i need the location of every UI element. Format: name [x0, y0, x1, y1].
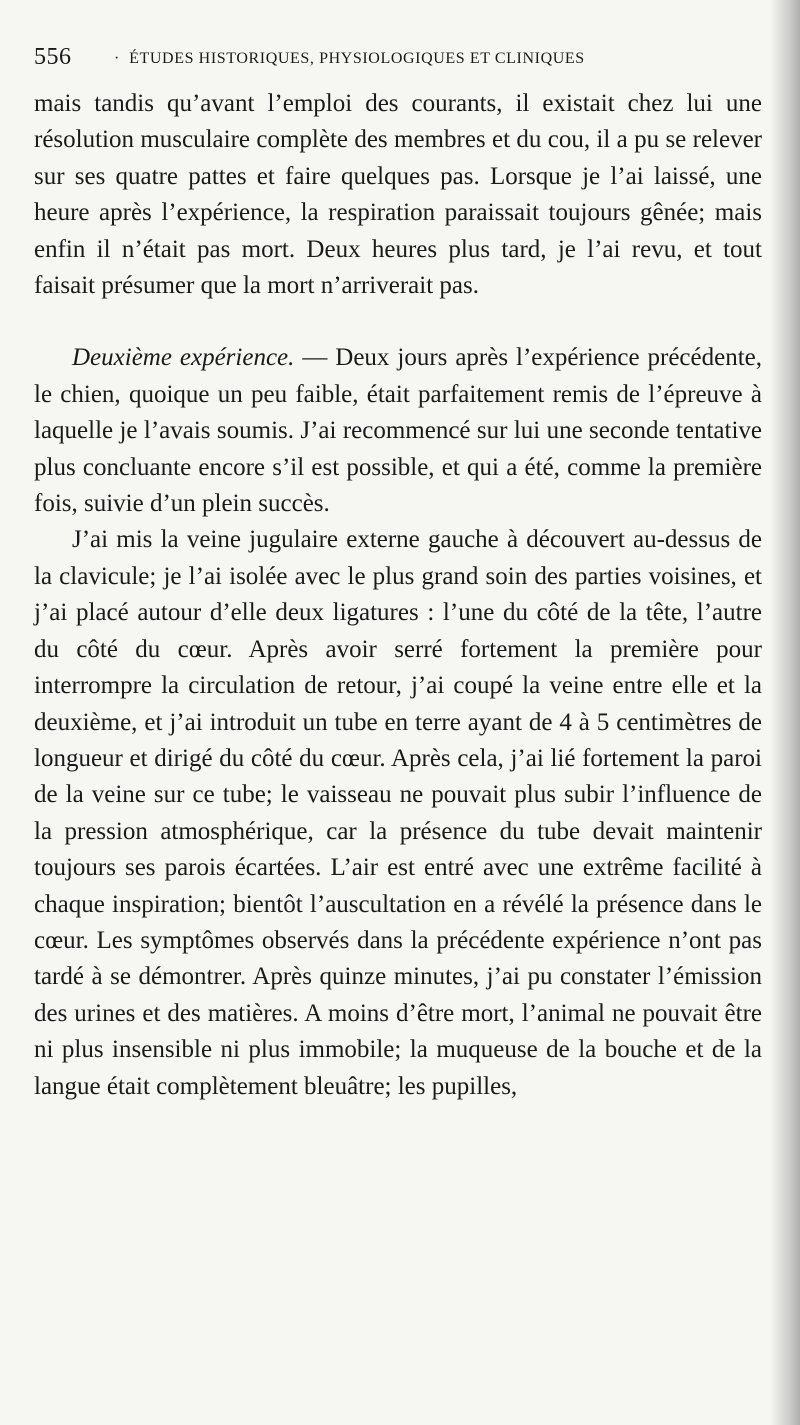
- page-number: 556: [34, 44, 72, 70]
- section-lead-deuxieme-experience: Deuxième expérience.: [72, 344, 295, 372]
- running-title-text: ÉTUDES HISTORIQUES, PHYSIOLOGIQUES ET CLINIQUES: [129, 50, 585, 67]
- running-title: [114, 50, 585, 68]
- paragraph-deuxieme-experience: [34, 340, 762, 522]
- paragraph-procedure: [34, 522, 762, 1105]
- body-text: [34, 86, 762, 1105]
- header-separator: ·: [114, 50, 120, 67]
- paragraph-1-text: mais tandis qu’avant l’emploi des courants, il existait chez lui une résolution musculaire complète des membres et du cou, il a pu se relever sur ses quatre pattes et faire quelques pas. Lorsque je l’ai laissé, une heure après l’expérience, la respiration paraissait toujours gênée; mais enfin il n’était pas mort. Deux heures plus tard, je l’ai revu, et tout faisait présumer que la mort n’arriverait pas.: [34, 90, 762, 300]
- paragraph-3-text: J’ai mis la veine jugulaire externe gauche à découvert au-dessus de la clavicule; je l’ai isolée avec le plus grand soin des parties voisines, et j’ai placé autour d’elle deux ligatures : l’une du côté de la tête, l’autre du côté du cœur. Après avoir serré fortement la première pour interrompre la circulation de retour, j’ai coupé la veine entre elle et la deuxième, et j’ai introduit un tube en terre ayant de 4 à 5 centimètres de longueur et dirigé du côté du cœur. Après cela, j’ai lié fortement la paroi de la veine sur ce tube; le vaisseau ne pouvait plus subir l’influence de la pression atmosphérique, car la présence du tube devait maintenir toujours ses parois écartées. L’air est entré avec une extrême facilité à chaque inspiration; bientôt l’auscultation en a révélé la présence dans le cœur. Les symptômes observés dans la précédente expérience n’ont pas tardé à se démontrer. Après quinze minutes, j’ai pu constater l’émission des urines et des matières. A moins d’être mort, l’animal ne pouvait être ni plus insensible ni plus immobile; la muqueuse de la bouche et de la langue était complètement bleuâtre; les pupilles,: [34, 526, 762, 1100]
- running-head: [34, 44, 774, 74]
- paragraph-continuation: [34, 86, 762, 304]
- paragraph-2-text: — Deux jours après l’expérience précédente, le chien, quoique un peu faible, était parfaitement remis de l’épreuve à laquelle je l’avais soumis. J’ai recommencé sur lui une seconde tentative plus concluante encore s’il est possible, et qui a été, comme la première fois, suivie d’un plein succès.: [34, 344, 762, 518]
